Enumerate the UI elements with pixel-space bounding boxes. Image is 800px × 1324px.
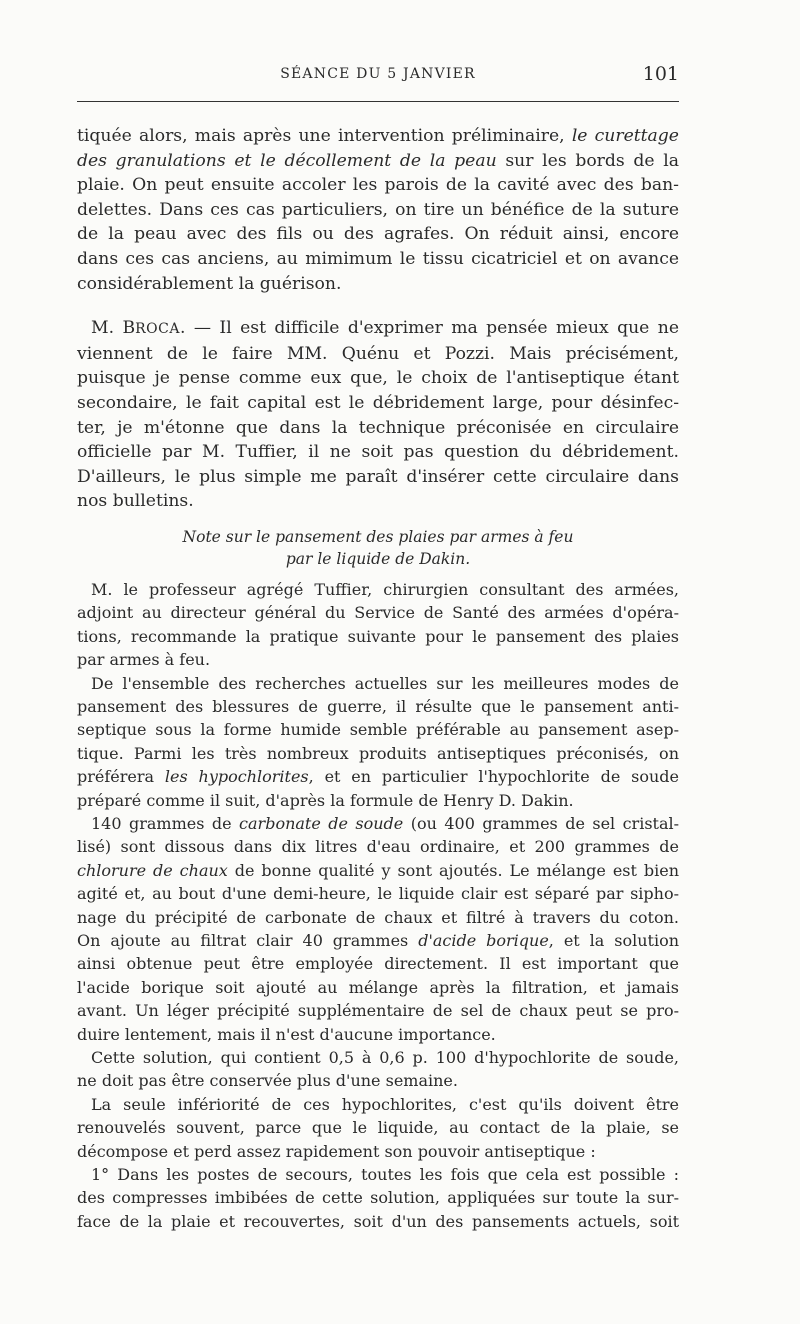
text-line: De l'ensemble des recherches actuelles sur les meilleures modes de [91, 673, 679, 693]
text-line: tions, recommande la pratique suivante pour le pansement des plaies [77, 626, 679, 646]
note-title [77, 526, 679, 570]
text-line: ter, je m'étonne que dans la technique préconisée en circulaire [77, 417, 679, 438]
text-span: 140 grammes de [91, 813, 232, 833]
italic-span: d'acide borique [418, 931, 549, 950]
text-line: La seule infériorité de ces hypochlorites, c'est qu'ils doivent être [91, 1094, 679, 1114]
text-span: , et en particulier l'hypochlorite de soude [308, 767, 679, 787]
text-line: lisé) sont dissous dans dix litres d'eau ordinaire, et 200 grammes de [77, 837, 679, 857]
text-line: puisque je pense comme eux que, le choix de l'antiseptique étant [77, 368, 679, 389]
text-line: septique sous la forme humide semble préférable au pansement asep- [77, 720, 679, 740]
text-span: . — Il est difficile d'exprimer ma pensée mieux que ne [179, 318, 679, 339]
body-text [77, 124, 679, 1233]
text-line: considérablement la guérison. [77, 273, 342, 294]
text-line: renouvelés souvent, parce que le liquide, au contact de la plaie, se [77, 1118, 679, 1138]
paragraph-gap [77, 296, 679, 316]
text-line: agité et, au bout d'une demi-heure, le liquide clair est séparé par sipho- [77, 884, 679, 904]
text-line: delettes. Dans ces cas particuliers, on tire un bénéfice de la suture [77, 199, 679, 220]
text-line: M. le professeur agrégé Tuffier, chirurgien consultant des armées, [91, 579, 679, 599]
text-line [77, 765, 679, 788]
italic-span: le curettage [571, 126, 679, 146]
text-line: ainsi obtenue peut être employée directement. Il est important que [77, 954, 679, 974]
text-line: ne doit pas être conservée plus d'une semaine. [77, 1071, 458, 1091]
text-line: l'acide borique soit ajouté au mélange après la filtration, et jamais [77, 977, 679, 997]
running-title: SÉANCE DU 5 JANVIER [280, 66, 476, 82]
text-line: préparé comme il suit, d'après la formule de Henry D. Dakin. [77, 790, 574, 810]
note-title-line: par le liquide de Dakin. [285, 549, 471, 568]
text-line: secondaire, le fait capital est le débridement large, pour désinfec- [77, 392, 679, 413]
text-line [77, 812, 679, 835]
italic-span: carbonate de soude [239, 813, 404, 833]
text-span: On ajoute au filtrat clair 40 grammes [77, 931, 409, 950]
text-line [77, 124, 679, 149]
text-span: sur les bords de la [505, 150, 679, 171]
text-line: tique. Parmi les très nombreux produits antiseptiques préconisés, on [77, 743, 679, 763]
header-rule [77, 101, 679, 102]
text-span: de bonne qualité y sont ajoutés. Le mélange est bien [234, 860, 679, 880]
text-line: décompose et perd assez rapidement son pouvoir antiseptique : [77, 1141, 596, 1161]
paragraph-continuation [77, 124, 679, 296]
text-line: officielle par M. Tuffier, il ne soit pas question du débridement. [77, 442, 679, 463]
text-line: de la peau avec des fils ou des agrafes. On réduit ainsi, encore [77, 224, 679, 245]
text-line [77, 859, 679, 882]
italic-span: les hypochlorites [164, 767, 309, 787]
text-line: 1° Dans les postes de secours, toutes les fois que cela est possible : [91, 1165, 679, 1185]
page-number: 101 [642, 63, 679, 85]
text-line: nage du précipité de carbonate de chaux et filtré à travers du coton. [77, 907, 679, 927]
text-line [77, 929, 679, 952]
speaker-initial: M. B [91, 318, 136, 339]
text-line: Cette solution, qui contient 0,5 à 0,6 p. 100 d'hypochlorite de soude, [91, 1048, 679, 1068]
note-body [77, 578, 679, 1233]
text-line: face de la plaie et recouvertes, soit d'un des pansements actuels, soit [77, 1211, 679, 1231]
page-header [77, 64, 679, 88]
text-line: nos bulletins. [77, 491, 194, 512]
italic-span: chlorure de chaux [77, 860, 228, 880]
text-line: par armes à feu. [77, 650, 211, 670]
text-line: viennent de le faire MM. Quénu et Pozzi. Mais précisément, [77, 343, 679, 364]
text-span: , et la solution [548, 931, 680, 950]
text-line: dans ces cas anciens, au mimimum le tissu cicatriciel et on avance [77, 248, 679, 269]
text-line [77, 316, 679, 342]
text-line: avant. Un léger précipité supplémentaire de sel de chaux peut se pro- [77, 1001, 679, 1021]
text-line: des compresses imbibées de cette solution, appliquées sur toute la sur- [77, 1188, 679, 1208]
speaker-name: ROCA [135, 321, 180, 338]
text-line: D'ailleurs, le plus simple me paraît d'insérer cette circulaire dans [77, 466, 679, 487]
text-span: (ou 400 grammes de sel cristal- [410, 813, 680, 833]
text-line: adjoint au directeur général du Service de Santé des armées d'opéra- [77, 603, 679, 623]
text-line [77, 149, 679, 174]
note-title-line: Note sur le pansement des plaies par armes à feu [182, 527, 574, 546]
italic-span: des granulations et le décollement de la peau [77, 150, 497, 171]
text-line: pansement des blessures de guerre, il résulte que le pansement anti- [77, 696, 679, 716]
text-line: plaie. On peut ensuite accoler les parois de la cavité avec des ban- [77, 175, 679, 196]
paragraph-broca [77, 316, 679, 514]
text-line: duire lentement, mais il n'est d'aucune importance. [77, 1024, 496, 1044]
text-span: tiquée alors, mais après une intervention préliminaire, [77, 126, 565, 146]
text-span: préférera [77, 767, 155, 787]
